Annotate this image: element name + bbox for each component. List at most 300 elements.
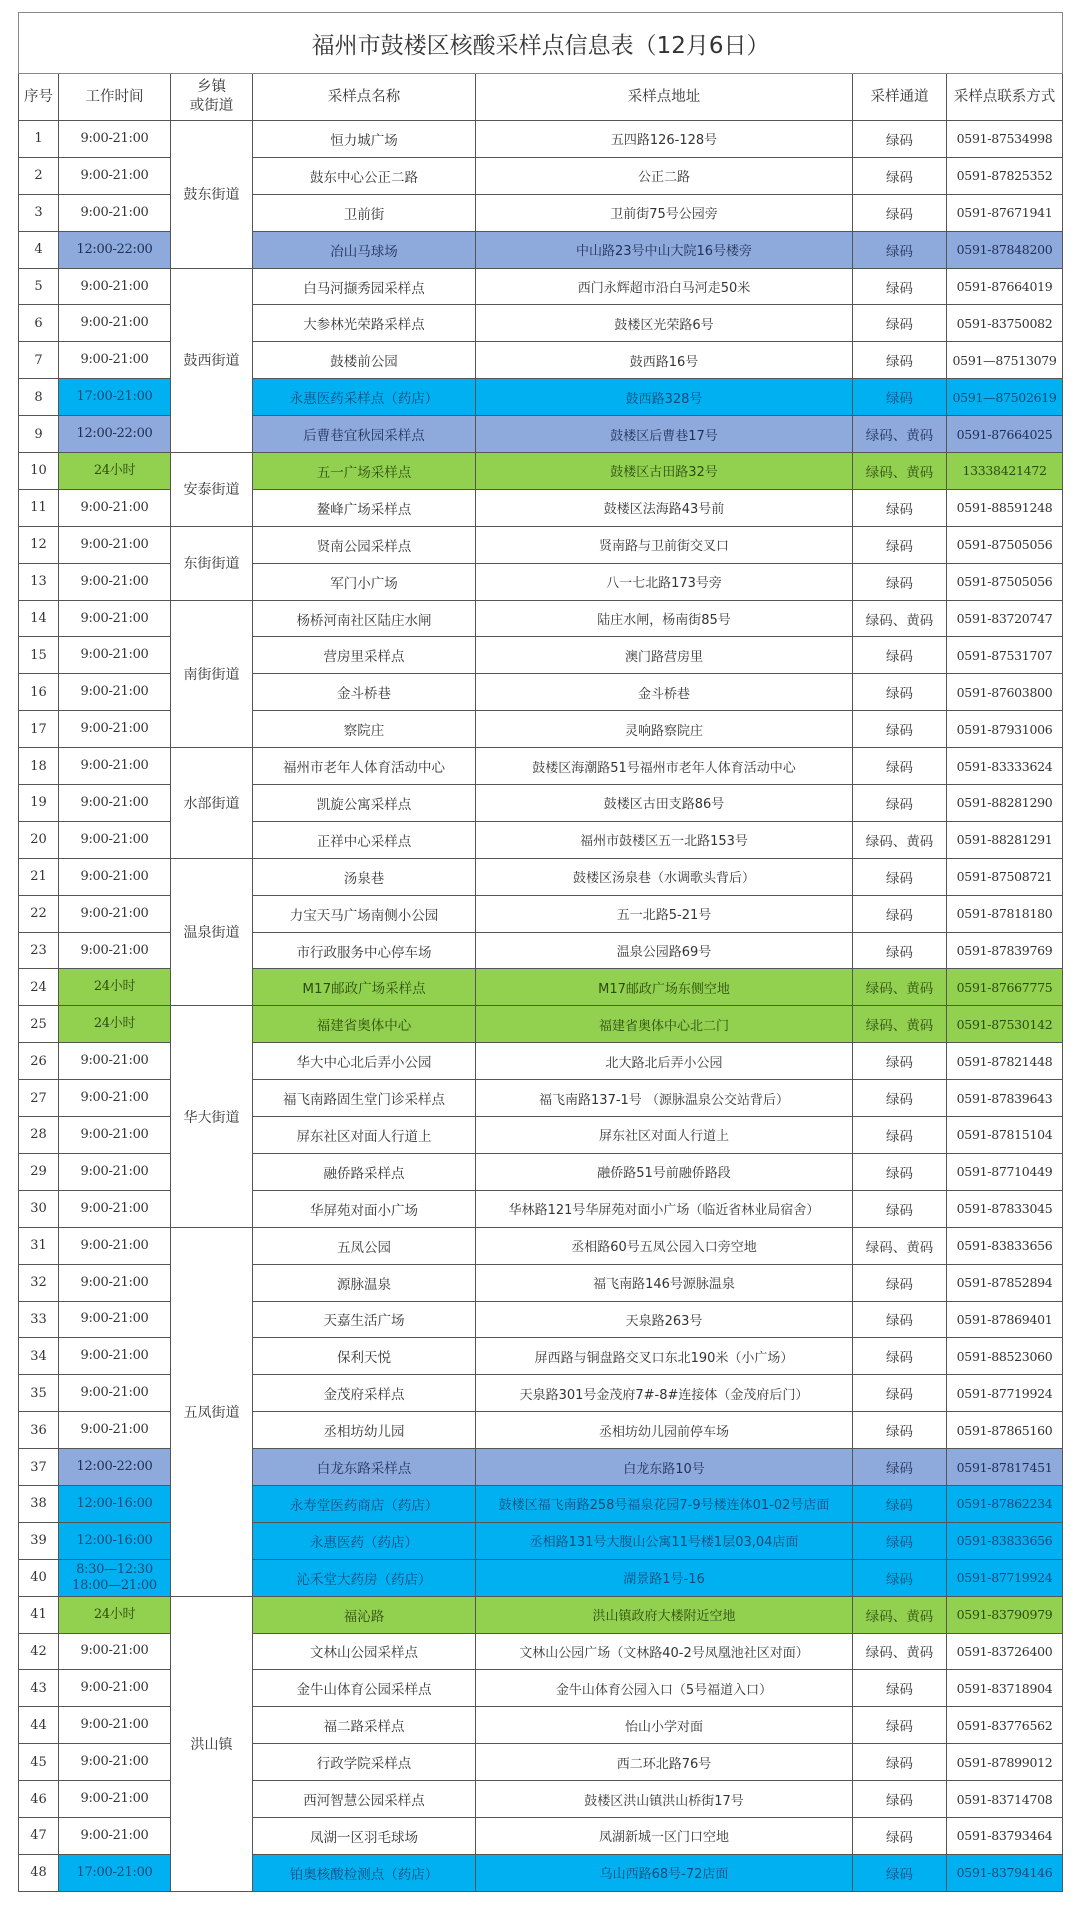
row-site-name: 源脉温泉 [253, 1264, 476, 1301]
row-site-address: 天泉路301号金茂府7#-8#连接体（金茂府后门） [476, 1375, 853, 1412]
row-work-time: 9:00-21:00 [59, 711, 171, 748]
row-work-time: 9:00-21:00 [59, 1375, 171, 1412]
row-channel: 绿码 [853, 711, 947, 748]
row-channel: 绿码 [853, 1485, 947, 1522]
row-phone: 0591-87719924 [947, 1559, 1063, 1596]
row-channel: 绿码 [853, 1412, 947, 1449]
row-phone: 0591-87505056 [947, 526, 1063, 563]
row-channel: 绿码 [853, 674, 947, 711]
row-channel: 绿码 [853, 785, 947, 822]
row-phone: 0591-87817451 [947, 1449, 1063, 1486]
row-index: 33 [19, 1301, 59, 1338]
row-site-address: 鼓楼区后曹巷17号 [476, 416, 853, 453]
row-channel: 绿码、黄码 [853, 969, 947, 1006]
row-phone: 0591-87531707 [947, 637, 1063, 674]
table-row [19, 858, 1063, 895]
row-phone: 0591-83718904 [947, 1670, 1063, 1707]
row-work-time: 9:00-21:00 [59, 121, 171, 158]
row-site-address: 文林山公园广场（文林路40-2号凤凰池社区对面） [476, 1633, 853, 1670]
row-site-address: 福飞南路146号源脉温泉 [476, 1264, 853, 1301]
row-site-name: 白马河撷秀园采样点 [253, 268, 476, 305]
row-phone: 0591-87664019 [947, 268, 1063, 305]
row-channel: 绿码 [853, 305, 947, 342]
row-index: 25 [19, 1006, 59, 1043]
row-site-address: 灵响路察院庄 [476, 711, 853, 748]
row-phone: 0591-83750082 [947, 305, 1063, 342]
row-town: 南街街道 [171, 600, 253, 748]
row-phone: 0591-83720747 [947, 600, 1063, 637]
row-channel: 绿码 [853, 1080, 947, 1117]
row-index: 1 [19, 121, 59, 158]
row-site-address: 屏东社区对面人行道上 [476, 1117, 853, 1154]
row-index: 24 [19, 969, 59, 1006]
row-channel: 绿码 [853, 121, 947, 158]
row-work-time: 24小时 [59, 1596, 171, 1633]
row-work-time: 9:00-21:00 [59, 489, 171, 526]
header-town-line1: 乡镇 [197, 79, 226, 95]
row-site-address: 公正二路 [476, 157, 853, 194]
header-site-name: 采样点名称 [253, 74, 476, 121]
row-work-time: 9:00-21:00 [59, 1781, 171, 1818]
row-site-name: 察院庄 [253, 711, 476, 748]
row-site-address: 鼓西路328号 [476, 379, 853, 416]
row-channel: 绿码 [853, 1338, 947, 1375]
row-phone: 0591-87667775 [947, 969, 1063, 1006]
row-index: 36 [19, 1412, 59, 1449]
row-site-name: 保利天悦 [253, 1338, 476, 1375]
row-channel: 绿码 [853, 1449, 947, 1486]
row-phone: 0591-88281290 [947, 785, 1063, 822]
row-site-address: 鼓楼区福飞南路258号福泉花园7-9号楼连体01-02号店面 [476, 1485, 853, 1522]
row-town: 鼓西街道 [171, 268, 253, 452]
row-index: 2 [19, 157, 59, 194]
row-town: 五凤街道 [171, 1227, 253, 1596]
row-index: 22 [19, 895, 59, 932]
row-site-address: 福建省奥体中心北二门 [476, 1006, 853, 1043]
row-site-address: 鼓西路16号 [476, 342, 853, 379]
row-work-time: 9:00-21:00 [59, 1670, 171, 1707]
row-site-address: 鼓楼区法海路43号前 [476, 489, 853, 526]
row-work-time: 9:00-21:00 [59, 1153, 171, 1190]
row-phone: 0591-83794146 [947, 1854, 1063, 1891]
header-index: 序号 [19, 74, 59, 121]
row-site-name: 屏东社区对面人行道上 [253, 1117, 476, 1154]
row-site-name: 正祥中心采样点 [253, 821, 476, 858]
row-phone: 13338421472 [947, 453, 1063, 490]
row-site-name: 五一广场采样点 [253, 453, 476, 490]
row-channel: 绿码、黄码 [853, 600, 947, 637]
row-work-time: 24小时 [59, 969, 171, 1006]
row-site-name: 大参林光荣路采样点 [253, 305, 476, 342]
sampling-sites-sheet [18, 12, 1062, 1892]
row-channel: 绿码 [853, 1153, 947, 1190]
row-index: 45 [19, 1744, 59, 1781]
row-site-name: 后曹巷宜秋园采样点 [253, 416, 476, 453]
row-phone: 0591-83776562 [947, 1707, 1063, 1744]
row-work-time: 9:00-21:00 [59, 1043, 171, 1080]
row-phone: 0591-87664025 [947, 416, 1063, 453]
row-phone: 0591-87839769 [947, 932, 1063, 969]
row-phone: 0591-87899012 [947, 1744, 1063, 1781]
row-channel: 绿码 [853, 563, 947, 600]
row-index: 10 [19, 453, 59, 490]
row-work-time: 9:00-21:00 [59, 268, 171, 305]
row-site-address: 天泉路263号 [476, 1301, 853, 1338]
row-index: 17 [19, 711, 59, 748]
row-work-time: 9:00-21:00 [59, 1633, 171, 1670]
row-site-name: 福建省奥体中心 [253, 1006, 476, 1043]
row-work-time: 9:00-21:00 [59, 858, 171, 895]
row-site-address: 西门永辉超市沿白马河走50米 [476, 268, 853, 305]
row-work-time: 9:00-21:00 [59, 748, 171, 785]
row-index: 30 [19, 1190, 59, 1227]
row-site-address: 澳门路营房里 [476, 637, 853, 674]
row-town: 温泉街道 [171, 858, 253, 1006]
row-phone: 0591-83833656 [947, 1227, 1063, 1264]
row-site-name: 力宝天马广场南侧小公园 [253, 895, 476, 932]
row-site-address: 西二环北路76号 [476, 1744, 853, 1781]
row-channel: 绿码 [853, 194, 947, 231]
row-index: 37 [19, 1449, 59, 1486]
row-phone: 0591-83793464 [947, 1817, 1063, 1854]
row-phone: 0591-87848200 [947, 231, 1063, 268]
row-site-name: 贤南公园采样点 [253, 526, 476, 563]
row-site-address: 洪山镇政府大楼附近空地 [476, 1596, 853, 1633]
row-phone: 0591-88523060 [947, 1338, 1063, 1375]
row-index: 32 [19, 1264, 59, 1301]
row-work-time: 9:00-21:00 [59, 821, 171, 858]
row-phone: 0591-87839643 [947, 1080, 1063, 1117]
row-site-address: 鼓楼区古田支路86号 [476, 785, 853, 822]
row-phone: 0591-83714708 [947, 1781, 1063, 1818]
row-site-address: 福飞南路137-1号 （源脉温泉公交站背后） [476, 1080, 853, 1117]
row-site-name: 永惠医药采样点（药店） [253, 379, 476, 416]
row-channel: 绿码 [853, 1781, 947, 1818]
table-body [19, 121, 1063, 1892]
row-site-name: 文林山公园采样点 [253, 1633, 476, 1670]
row-phone: 0591-87825352 [947, 157, 1063, 194]
row-phone: 0591-87534998 [947, 121, 1063, 158]
row-site-name: 华屏苑对面小广场 [253, 1190, 476, 1227]
row-index: 44 [19, 1707, 59, 1744]
row-site-name: 福州市老年人体育活动中心 [253, 748, 476, 785]
row-work-time: 17:00-21:00 [59, 379, 171, 416]
row-town: 华大街道 [171, 1006, 253, 1227]
row-work-time: 9:00-21:00 [59, 563, 171, 600]
row-site-address: 鼓楼区古田路32号 [476, 453, 853, 490]
row-site-name: M17邮政广场采样点 [253, 969, 476, 1006]
row-phone: 0591-87821448 [947, 1043, 1063, 1080]
row-phone: 0591-87530142 [947, 1006, 1063, 1043]
row-index: 29 [19, 1153, 59, 1190]
row-town: 安泰街道 [171, 453, 253, 527]
row-site-name: 汤泉巷 [253, 858, 476, 895]
table-row [19, 1596, 1063, 1633]
row-channel: 绿码、黄码 [853, 416, 947, 453]
row-site-name: 华大中心北后弄小公园 [253, 1043, 476, 1080]
row-index: 18 [19, 748, 59, 785]
row-work-time: 12:00-22:00 [59, 231, 171, 268]
row-work-time: 9:00-21:00 [59, 1412, 171, 1449]
row-phone: 0591-87710449 [947, 1153, 1063, 1190]
row-channel: 绿码 [853, 1117, 947, 1154]
row-site-address: 鼓楼区洪山镇洪山桥街17号 [476, 1781, 853, 1818]
row-work-time: 9:00-21:00 [59, 674, 171, 711]
row-index: 31 [19, 1227, 59, 1264]
row-site-name: 西河智慧公园采样点 [253, 1781, 476, 1818]
row-phone: 0591-88281291 [947, 821, 1063, 858]
row-work-time: 9:00-21:00 [59, 1301, 171, 1338]
row-index: 11 [19, 489, 59, 526]
row-channel: 绿码 [853, 1559, 947, 1596]
row-site-address: 屏西路与铜盘路交叉口东北190米（小广场） [476, 1338, 853, 1375]
row-site-name: 白龙东路采样点 [253, 1449, 476, 1486]
row-phone: 0591-87862234 [947, 1485, 1063, 1522]
row-channel: 绿码 [853, 1670, 947, 1707]
row-index: 34 [19, 1338, 59, 1375]
row-site-name: 卫前街 [253, 194, 476, 231]
row-phone: 0591-87508721 [947, 858, 1063, 895]
table-row [19, 121, 1063, 158]
row-site-address: 卫前街75号公园旁 [476, 194, 853, 231]
row-index: 46 [19, 1781, 59, 1818]
header-phone: 采样点联系方式 [947, 74, 1063, 121]
row-index: 6 [19, 305, 59, 342]
row-site-name: 永寿堂医药商店（药店） [253, 1485, 476, 1522]
row-phone: 0591-83333624 [947, 748, 1063, 785]
row-work-time: 9:00-21:00 [59, 600, 171, 637]
row-work-time: 9:00-21:00 [59, 1080, 171, 1117]
row-work-time: 12:00-16:00 [59, 1522, 171, 1559]
row-work-time-line1: 8:30—12:30 [76, 1561, 153, 1577]
row-work-time: 12:00-16:00 [59, 1485, 171, 1522]
row-work-time: 9:00-21:00 [59, 1338, 171, 1375]
header-time: 工作时间 [59, 74, 171, 121]
table-row [19, 526, 1063, 563]
row-index: 5 [19, 268, 59, 305]
row-site-name: 营房里采样点 [253, 637, 476, 674]
row-channel: 绿码、黄码 [853, 1006, 947, 1043]
row-site-address: 陆庄水闸，杨南街85号 [476, 600, 853, 637]
row-site-address: 鼓楼区海潮路51号福州市老年人体育活动中心 [476, 748, 853, 785]
row-phone: 0591-83726400 [947, 1633, 1063, 1670]
row-site-address: 中山路23号中山大院16号楼旁 [476, 231, 853, 268]
row-work-time: 12:00-22:00 [59, 1449, 171, 1486]
row-site-name: 鼓东中心公正二路 [253, 157, 476, 194]
row-work-time: 9:00-21:00 [59, 1817, 171, 1854]
row-phone: 0591-87852894 [947, 1264, 1063, 1301]
row-channel: 绿码 [853, 1854, 947, 1891]
row-channel: 绿码 [853, 1190, 947, 1227]
row-index: 8 [19, 379, 59, 416]
row-channel: 绿码 [853, 268, 947, 305]
row-phone: 0591-87603800 [947, 674, 1063, 711]
row-phone: 0591-87865160 [947, 1412, 1063, 1449]
row-channel: 绿码 [853, 1301, 947, 1338]
row-channel: 绿码 [853, 932, 947, 969]
row-channel: 绿码、黄码 [853, 1596, 947, 1633]
header-town [171, 74, 253, 121]
row-index: 38 [19, 1485, 59, 1522]
row-index: 40 [19, 1559, 59, 1596]
row-index: 14 [19, 600, 59, 637]
row-work-time: 12:00-22:00 [59, 416, 171, 453]
header-channel: 采样通道 [853, 74, 947, 121]
row-work-time: 9:00-21:00 [59, 194, 171, 231]
sampling-sites-table [18, 12, 1063, 1892]
row-index: 26 [19, 1043, 59, 1080]
row-channel: 绿码 [853, 379, 947, 416]
row-town: 洪山镇 [171, 1596, 253, 1891]
row-work-time: 9:00-21:00 [59, 785, 171, 822]
row-site-address: 鼓楼区汤泉巷（水调歌头背后） [476, 858, 853, 895]
row-work-time: 9:00-21:00 [59, 637, 171, 674]
row-index: 39 [19, 1522, 59, 1559]
row-channel: 绿码 [853, 1043, 947, 1080]
row-site-name: 凤湖一区羽毛球场 [253, 1817, 476, 1854]
row-site-name: 沁禾堂大药房（药店） [253, 1559, 476, 1596]
row-work-time: 9:00-21:00 [59, 1707, 171, 1744]
row-site-name: 凯旋公寓采样点 [253, 785, 476, 822]
row-index: 20 [19, 821, 59, 858]
row-channel: 绿码 [853, 157, 947, 194]
row-site-address: 五一北路5-21号 [476, 895, 853, 932]
row-work-time: 24小时 [59, 1006, 171, 1043]
row-site-address: 北大路北后弄小公园 [476, 1043, 853, 1080]
row-work-time: 17:00-21:00 [59, 1854, 171, 1891]
row-town: 东街街道 [171, 526, 253, 600]
row-index: 42 [19, 1633, 59, 1670]
table-row [19, 748, 1063, 785]
row-site-name: 金斗桥巷 [253, 674, 476, 711]
row-site-address: 怡山小学对面 [476, 1707, 853, 1744]
row-index: 4 [19, 231, 59, 268]
row-channel: 绿码 [853, 1375, 947, 1412]
row-site-address: 丞相路131号大腹山公寓11号楼1层03,04店面 [476, 1522, 853, 1559]
row-site-address: 丞相路60号五凤公园入口旁空地 [476, 1227, 853, 1264]
row-index: 27 [19, 1080, 59, 1117]
row-index: 16 [19, 674, 59, 711]
row-channel: 绿码 [853, 748, 947, 785]
row-work-time: 24小时 [59, 453, 171, 490]
row-site-name: 鼓楼前公园 [253, 342, 476, 379]
row-work-time: 9:00-21:00 [59, 895, 171, 932]
row-site-address: 温泉公园路69号 [476, 932, 853, 969]
row-work-time: 9:00-21:00 [59, 1227, 171, 1264]
row-channel: 绿码 [853, 1707, 947, 1744]
row-channel: 绿码 [853, 895, 947, 932]
row-site-address: 融侨路51号前融侨路段 [476, 1153, 853, 1190]
row-channel: 绿码 [853, 1522, 947, 1559]
table-row [19, 1227, 1063, 1264]
row-index: 23 [19, 932, 59, 969]
header-town-line2: 或街道 [189, 98, 234, 114]
row-site-name: 行政学院采样点 [253, 1744, 476, 1781]
row-index: 28 [19, 1117, 59, 1154]
row-site-name: 鳌峰广场采样点 [253, 489, 476, 526]
row-index: 35 [19, 1375, 59, 1412]
row-phone: 0591-87671941 [947, 194, 1063, 231]
row-work-time: 9:00-21:00 [59, 342, 171, 379]
row-index: 47 [19, 1817, 59, 1854]
row-site-name: 杨桥河南社区陆庄水闸 [253, 600, 476, 637]
row-site-address: 八一七北路173号旁 [476, 563, 853, 600]
row-index: 19 [19, 785, 59, 822]
row-channel: 绿码 [853, 1264, 947, 1301]
row-site-address: 鼓楼区光荣路6号 [476, 305, 853, 342]
row-work-time-line2: 18:00—21:00 [72, 1577, 157, 1593]
row-site-name: 金牛山体育公园采样点 [253, 1670, 476, 1707]
row-site-name: 五凤公园 [253, 1227, 476, 1264]
table-row [19, 1006, 1063, 1043]
row-index: 15 [19, 637, 59, 674]
row-site-name: 金茂府采样点 [253, 1375, 476, 1412]
row-site-address: 金牛山体育公园入口（5号福道入口） [476, 1670, 853, 1707]
row-phone: 0591-87719924 [947, 1375, 1063, 1412]
row-phone: 0591-87869401 [947, 1301, 1063, 1338]
row-channel: 绿码 [853, 342, 947, 379]
row-work-time: 9:00-21:00 [59, 526, 171, 563]
row-site-address: 金斗桥巷 [476, 674, 853, 711]
row-site-address: 贤南路与卫前街交叉口 [476, 526, 853, 563]
table-row [19, 268, 1063, 305]
row-site-address: 湖景路1号-16 [476, 1559, 853, 1596]
row-channel: 绿码、黄码 [853, 1633, 947, 1670]
row-site-name: 市行政服务中心停车场 [253, 932, 476, 969]
header-site-address: 采样点地址 [476, 74, 853, 121]
row-work-time: 9:00-21:00 [59, 1190, 171, 1227]
table-row [19, 453, 1063, 490]
row-town: 水部街道 [171, 748, 253, 859]
row-phone: 0591-87818180 [947, 895, 1063, 932]
row-site-name: 丞相坊幼儿园 [253, 1412, 476, 1449]
row-work-time: 9:00-21:00 [59, 305, 171, 342]
row-site-address: 乌山西路68号-72店面 [476, 1854, 853, 1891]
row-index: 12 [19, 526, 59, 563]
row-work-time: 9:00-21:00 [59, 1264, 171, 1301]
row-channel: 绿码 [853, 1744, 947, 1781]
row-work-time: 9:00-21:00 [59, 932, 171, 969]
row-channel: 绿码 [853, 1817, 947, 1854]
row-site-address: 丞相坊幼儿园前停车场 [476, 1412, 853, 1449]
row-phone: 0591-83833656 [947, 1522, 1063, 1559]
row-channel: 绿码 [853, 526, 947, 563]
row-site-name: 军门小广场 [253, 563, 476, 600]
row-work-time [59, 1559, 171, 1596]
row-site-name: 冶山马球场 [253, 231, 476, 268]
row-site-address: 福州市鼓楼区五一北路153号 [476, 821, 853, 858]
row-work-time: 9:00-21:00 [59, 1117, 171, 1154]
row-site-address: 凤湖新城一区门口空地 [476, 1817, 853, 1854]
row-site-name: 福二路采样点 [253, 1707, 476, 1744]
row-channel: 绿码 [853, 858, 947, 895]
row-phone: 0591-88591248 [947, 489, 1063, 526]
row-phone: 0591-87505056 [947, 563, 1063, 600]
row-channel: 绿码、黄码 [853, 1227, 947, 1264]
row-site-address: 华林路121号华屏苑对面小广场（临近省林业局宿舍） [476, 1190, 853, 1227]
row-index: 43 [19, 1670, 59, 1707]
row-site-name: 永惠医药（药店） [253, 1522, 476, 1559]
row-channel: 绿码、黄码 [853, 453, 947, 490]
row-phone: 0591-83790979 [947, 1596, 1063, 1633]
row-channel: 绿码 [853, 637, 947, 674]
row-index: 7 [19, 342, 59, 379]
row-index: 9 [19, 416, 59, 453]
row-channel: 绿码 [853, 489, 947, 526]
row-index: 48 [19, 1854, 59, 1891]
row-index: 41 [19, 1596, 59, 1633]
row-site-address: M17邮政广场东侧空地 [476, 969, 853, 1006]
